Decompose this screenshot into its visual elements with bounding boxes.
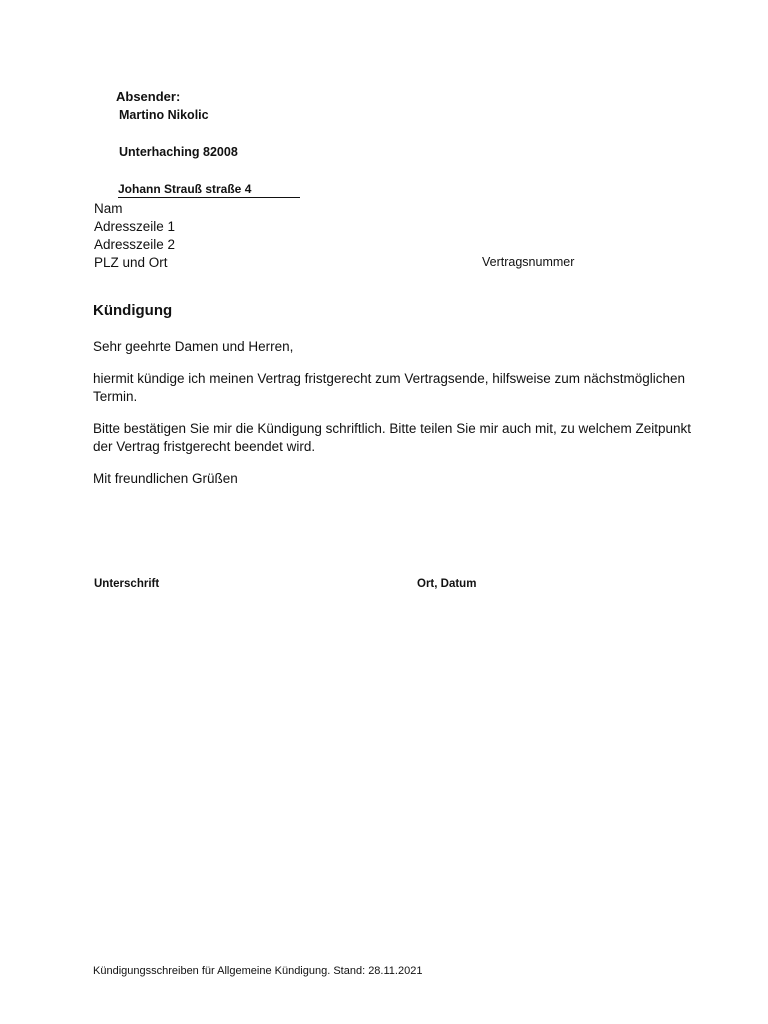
salutation: Sehr geehrte Damen und Herren, bbox=[93, 339, 294, 354]
sender-city: Unterhaching 82008 bbox=[119, 145, 238, 159]
footer-note: Kündigungsschreiben für Allgemeine Kündigung. Stand: 28.11.2021 bbox=[93, 965, 423, 977]
place-date-label: Ort, Datum bbox=[417, 578, 477, 590]
sender-name: Martino Nikolic bbox=[119, 108, 209, 122]
closing-phrase: Mit freundlichen Grüßen bbox=[93, 471, 238, 486]
sender-street: Johann Strauß straße 4 bbox=[118, 182, 300, 198]
body-paragraph: hiermit kündige ich meinen Vertrag fristgerecht zum Vertragsende, hilfsweise zum nächstmöglichen Termin. bbox=[93, 371, 686, 404]
signature-label: Unterschrift bbox=[94, 578, 160, 590]
recipient-address-line-2: Adresszeile 2 bbox=[94, 237, 176, 252]
sender-label: Absender: bbox=[116, 89, 181, 104]
contract-number-label: Vertragsnummer bbox=[482, 255, 575, 269]
recipient-address-line-1: Adresszeile 1 bbox=[94, 219, 176, 234]
recipient-name-line: Nam bbox=[94, 201, 123, 216]
body-paragraph: Bitte bestätigen Sie mir die Kündigung schriftlich. Bitte teilen Sie mir auch mit, zu welchem Zeitpunkt der Vertrag fristgerecht beendet wird. bbox=[93, 421, 692, 454]
recipient-address-block bbox=[94, 200, 175, 272]
letter-subject: Kündigung bbox=[93, 302, 173, 319]
recipient-postal-city-line: PLZ und Ort bbox=[94, 255, 168, 270]
